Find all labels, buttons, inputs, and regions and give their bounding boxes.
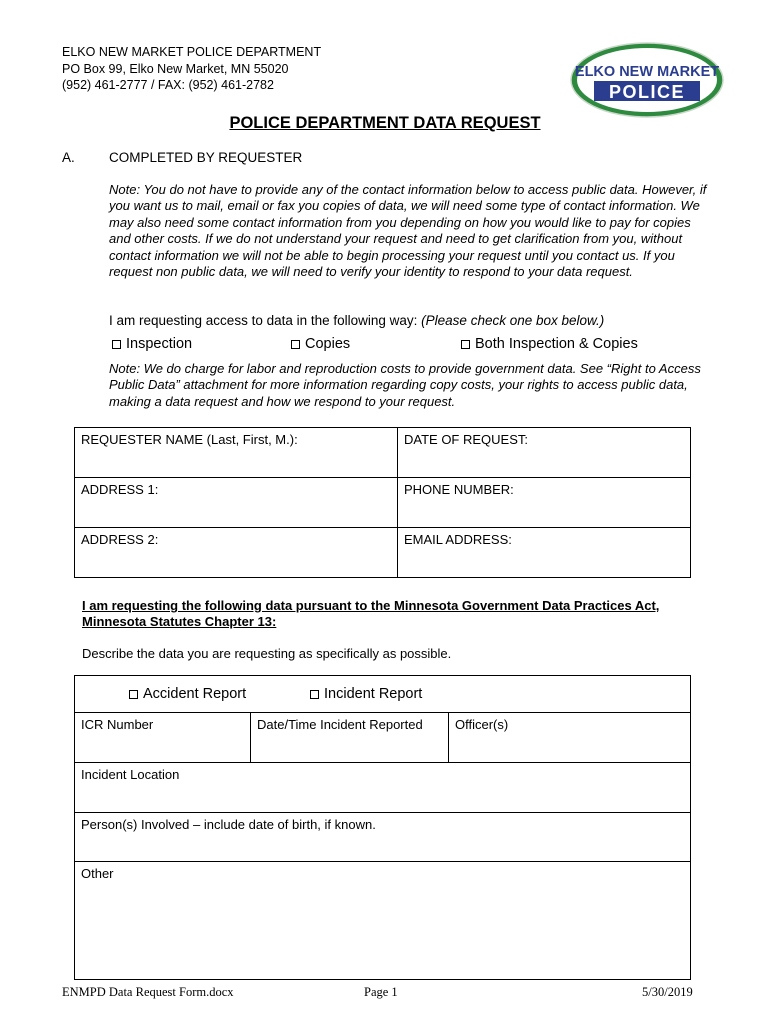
footer-filename: ENMPD Data Request Form.docx [62, 985, 234, 999]
datetime-reported-label: Date/Time Incident Reported [257, 717, 423, 732]
footer-date: 5/30/2019 [642, 985, 693, 999]
header-line-2: PO Box 99, Elko New Market, MN 55020 [62, 61, 289, 76]
officers-field[interactable] [449, 713, 514, 736]
police-logo [570, 42, 724, 118]
phone-field[interactable] [398, 478, 691, 528]
incident-details-table [74, 675, 691, 980]
incident-report-label: Incident Report [324, 686, 423, 702]
copies-checkbox[interactable] [291, 340, 300, 349]
inspection-label: Inspection [126, 336, 193, 352]
both-option[interactable] [461, 336, 638, 352]
both-label: Both Inspection & Copies [475, 336, 638, 352]
header-line-1: ELKO NEW MARKET POLICE DEPARTMENT [62, 45, 322, 59]
access-way-text: I am requesting access to data in the following way: [109, 313, 422, 328]
accident-report-checkbox[interactable] [129, 690, 138, 699]
date-of-request-label: DATE OF REQUEST: [404, 432, 528, 447]
section-title: COMPLETED BY REQUESTER [109, 150, 303, 165]
date-of-request-field[interactable] [398, 428, 691, 478]
department-header [62, 44, 321, 94]
phone-label: PHONE NUMBER: [404, 482, 514, 497]
icr-row [75, 713, 690, 763]
describe-instruction: Describe the data you are requesting as specifically as possible. [82, 646, 452, 661]
address2-label: ADDRESS 2: [81, 532, 159, 547]
access-way-prompt [109, 313, 604, 328]
email-label: EMAIL ADDRESS: [404, 532, 512, 547]
inspection-checkbox[interactable] [112, 340, 121, 349]
logo-text-top: ELKO NEW MARKET [574, 64, 720, 80]
copies-label: Copies [305, 336, 351, 352]
address1-field[interactable] [75, 478, 398, 528]
page-title: POLICE DEPARTMENT DATA REQUEST [229, 114, 541, 132]
report-type-row [75, 676, 690, 713]
accident-report-label: Accident Report [143, 686, 247, 702]
access-way-hint: (Please check one box below.) [421, 313, 605, 328]
icr-number-label: ICR Number [81, 717, 154, 732]
requester-name-field[interactable] [75, 428, 398, 478]
other-label: Other [81, 866, 114, 881]
officers-label: Officer(s) [455, 717, 509, 732]
contact-info-note: Note: You do not have to provide any of the contact information below to access public data. However, if you want us to mail, email or fax you copies of data, we will need some type of contact information. We may also need some contact information from you depending on how you would like to pay for copies and other costs. If we do not understand your request and need to get clarification from you, without contact information we will not be able to begin processing your request until you contact us. If you request non public data, we will need to verify your identity to respond to your data request. [109, 182, 707, 280]
other-field[interactable] [75, 862, 690, 979]
requester-name-label: REQUESTER NAME (Last, First, M.): [81, 432, 298, 447]
copies-option[interactable] [291, 336, 350, 352]
incident-location-field[interactable] [75, 763, 690, 813]
incident-location-label: Incident Location [81, 767, 180, 782]
incident-report-checkbox[interactable] [310, 690, 319, 699]
both-checkbox[interactable] [461, 340, 470, 349]
icr-number-field[interactable] [75, 713, 251, 762]
incident-report-option[interactable] [310, 686, 422, 702]
section-letter: A. [62, 150, 75, 165]
statute-heading: I am requesting the following data pursuant to the Minnesota Government Data Practices Act, Minnesota Statutes Chapter 13: [82, 598, 660, 629]
logo-text-bottom: POLICE [608, 82, 686, 102]
email-field[interactable] [398, 528, 691, 578]
footer-page: Page 1 [364, 985, 398, 999]
address2-field[interactable] [75, 528, 398, 578]
persons-involved-label: Person(s) Involved – include date of birth, if known. [81, 817, 376, 832]
address1-label: ADDRESS 1: [81, 482, 159, 497]
accident-report-option[interactable] [129, 686, 246, 702]
persons-involved-field[interactable] [75, 813, 690, 862]
requester-info-table [74, 427, 691, 578]
inspection-option[interactable] [112, 336, 192, 352]
datetime-reported-field[interactable] [251, 713, 449, 762]
charges-note: Note: We do charge for labor and reproduction costs to provide government data. See “Right to Access Public Data” attachment for more information regarding copy costs, your rights to access public data, making a data request and how we respond to your request. [109, 361, 701, 409]
header-line-3: (952) 461-2777 / FAX: (952) 461-2782 [62, 78, 274, 92]
